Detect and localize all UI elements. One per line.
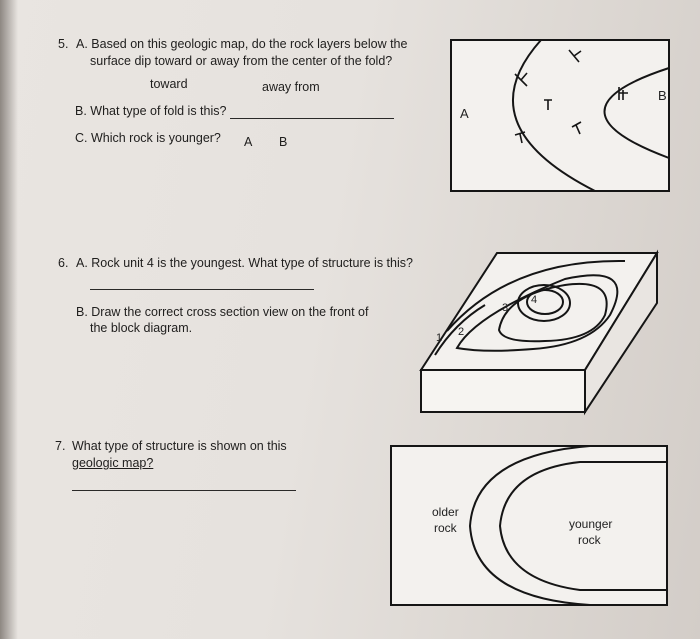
- q6-number: 6.: [58, 256, 69, 270]
- q7-text-line2: geologic map?: [72, 456, 154, 470]
- unit-label-1: 1: [436, 332, 443, 344]
- younger-rock-label-line1: younger: [569, 517, 613, 531]
- q5a-text-line2: surface dip toward or away from the center of the fold?: [90, 54, 393, 68]
- q5c-option-b[interactable]: B: [279, 135, 288, 149]
- q6b-text-line2: the block diagram.: [90, 321, 193, 335]
- map-label-a: A: [460, 106, 469, 121]
- q5b-answer-line[interactable]: [230, 118, 394, 119]
- q7-geologic-map: [385, 440, 675, 610]
- q7-answer-line[interactable]: [72, 490, 296, 491]
- older-rock-label-line1: older: [432, 505, 459, 519]
- unit-label-3: 3: [502, 302, 509, 314]
- q5a-text-line1: A. Based on this geologic map, do the rock layers below the: [76, 37, 408, 51]
- map-label-b: B: [658, 88, 667, 103]
- q6b-text-line1: B. Draw the correct cross section view on the front of: [76, 305, 369, 319]
- unit-label-2: 2: [458, 326, 465, 338]
- q5a-option-away[interactable]: away from: [262, 80, 320, 94]
- q6a-answer-line[interactable]: [90, 289, 314, 290]
- q5-geologic-map: [445, 30, 675, 195]
- q5c-option-a[interactable]: A: [244, 135, 253, 149]
- unit-label-4: 4: [531, 294, 538, 306]
- q5-number: 5.: [58, 37, 69, 51]
- q6a-text: A. Rock unit 4 is the youngest. What type of structure is this?: [76, 256, 413, 270]
- q6-block-diagram: [415, 245, 665, 417]
- q7-text-line1: What type of structure is shown on this: [72, 439, 287, 453]
- q5c-text: C. Which rock is younger?: [75, 131, 221, 145]
- q5a-option-toward[interactable]: toward: [150, 77, 188, 91]
- q7-number: 7.: [55, 439, 66, 453]
- q5b-text: B. What type of fold is this?: [75, 104, 227, 118]
- older-rock-label-line2: rock: [434, 521, 457, 535]
- younger-rock-label-line2: rock: [578, 533, 601, 547]
- page-edge-shadow: [0, 0, 18, 639]
